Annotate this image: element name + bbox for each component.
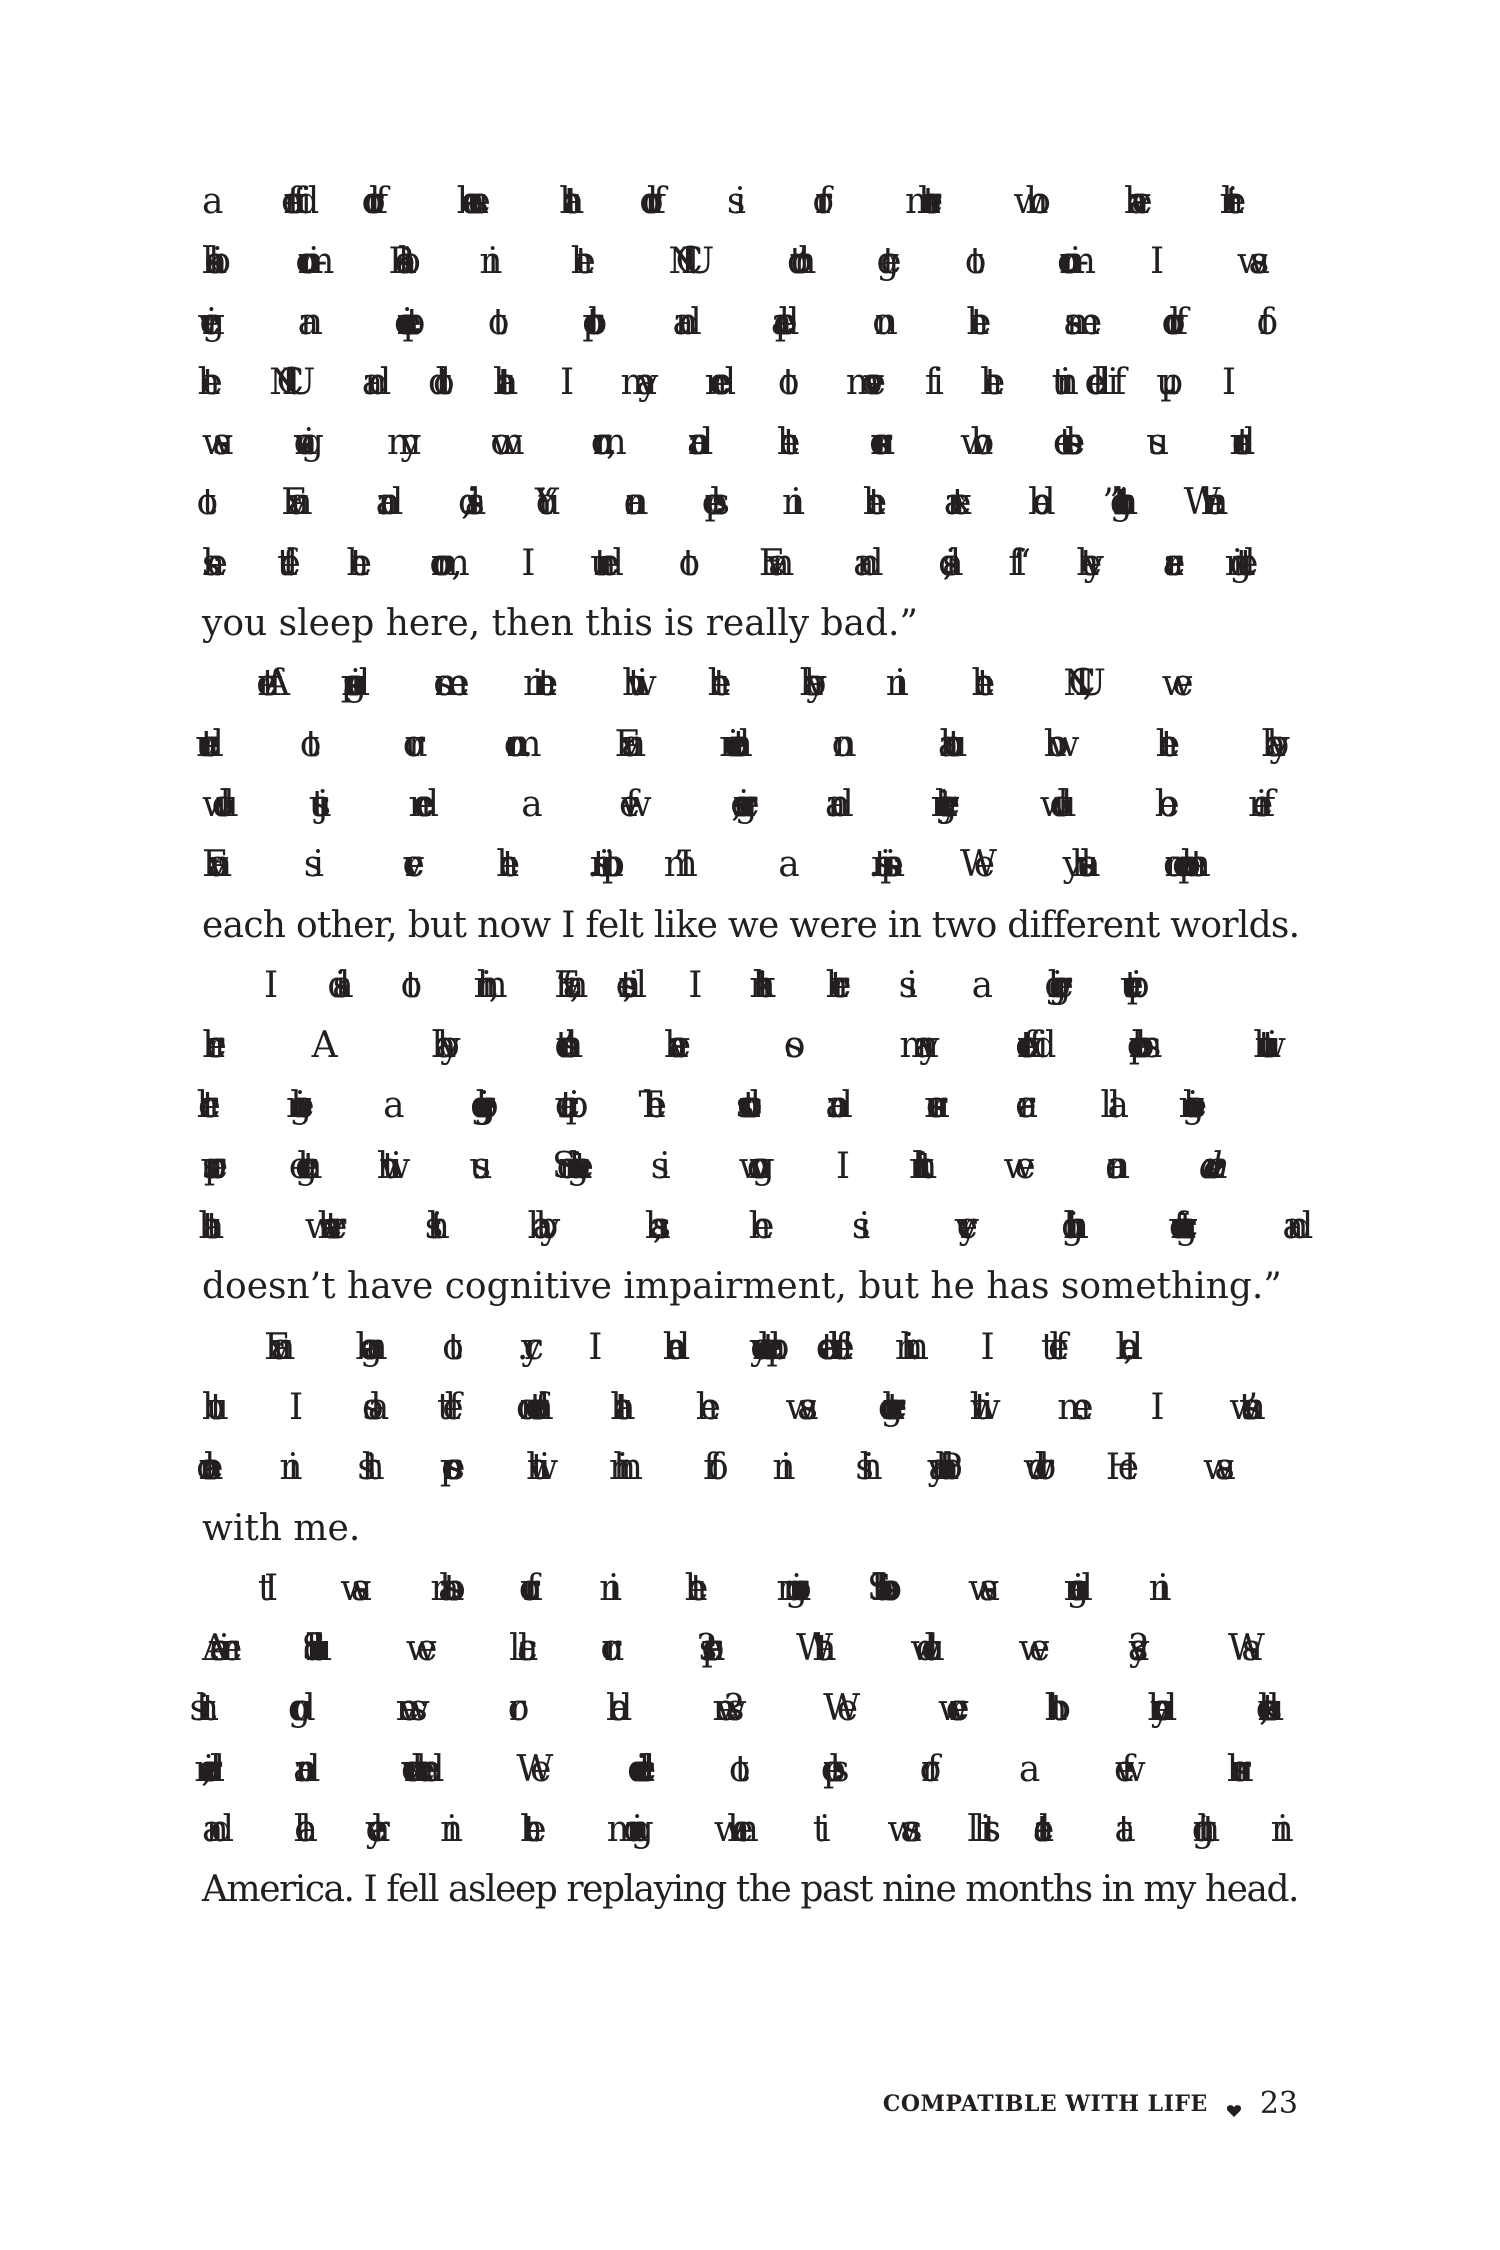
text-line: returned to our room. Evan continued on about how the baby <box>202 723 1270 765</box>
text-line: given an exception to protocol and placed on the same floor of <box>202 301 1254 343</box>
text-line: this good news or bad news? We were both beyond exhausted, <box>202 1688 1250 1730</box>
text-line: she left the room, I turned to Evan and said, “If they are letting <box>202 542 1234 584</box>
text-line: a different floor because that floor is for mothers who have their <box>202 181 1218 222</box>
italic-term: daven <box>1199 1145 1210 1187</box>
paragraph-5 <box>202 1559 1298 1921</box>
text-line: drained, and overwhelmed. We decided to sleep for a few hours <box>202 1748 1230 1790</box>
text-line: that whatever this baby has, he is very high functioning and <box>202 1206 1295 1248</box>
text-line: here. A baby doesn’t have so many different problems without <box>202 1025 1257 1067</box>
text-line: alone in this process with him off in his Pollyanna world. He was <box>202 1447 1216 1489</box>
page-footer <box>883 2086 1298 2121</box>
paragraph-1 <box>202 172 1298 654</box>
text-line: the NICU and told that I may need to move if the unit filled up. I <box>202 361 1218 403</box>
text-line: was given my own room, and the nurse who escorted us turned <box>202 422 1235 464</box>
paragraph-4 <box>202 1318 1298 1559</box>
paragraph-2 <box>202 654 1298 955</box>
text-line: It was almost four in the morning. Shabbos was ending in <box>264 1567 1152 1609</box>
text-line: each other, but now I felt like we were in two different worlds. <box>202 904 1300 946</box>
text-line: America. I fell asleep replaying the past nine months in my head. <box>202 1869 1299 1911</box>
text-segment: super gentle with us. Something is wrong. I think we can <box>202 1145 1200 1187</box>
text-line: babies room-in. Babies in the NICU don’t get to room-in. I was <box>202 241 1250 283</box>
text-line: to Evan and said, “You can sleep in the extra bed tonight.” When <box>202 482 1209 524</box>
heart-icon <box>1226 2096 1242 2112</box>
text-line: Evan began to cry. I had completely deflated him. I felt bad, <box>264 1326 1115 1368</box>
page-number: 23 <box>1259 2086 1298 2121</box>
text-line: America. Should we call our parents? What would we say? Was <box>202 1628 1241 1670</box>
running-head: COMPATIBLE WITH LIFE <box>882 2090 1208 2117</box>
text-line-with-italic <box>202 1137 1298 1197</box>
text-line: I said to him, “Evan, listen, I think there is a bigger picture <box>264 964 1125 1006</box>
body-text <box>202 172 1298 1921</box>
text-line: would just need a few surgeries, and everything would be fine. <box>202 783 1246 825</box>
text-line: After spending some time with the baby in the NICU, we <box>264 663 1174 705</box>
text-line: you sleep here, then this is really bad.” <box>202 603 918 645</box>
text-line: and call early in the morning when it was still late at night in <box>202 1809 1277 1851</box>
text-line: there being a bigger picture. The doctors and nurses are all being <box>202 1085 1185 1127</box>
text-line: with me. <box>202 1507 361 1549</box>
text-line: but I also felt comforted that he was together with me. I wasn’t <box>202 1386 1235 1428</box>
text-line: doesn’t have cognitive impairment, but he has something.” <box>202 1266 1282 1308</box>
paragraph-3 <box>202 956 1298 1318</box>
text-line: Evan is ever the optimist. I’m a pessimist. We usually complement <box>202 844 1185 886</box>
